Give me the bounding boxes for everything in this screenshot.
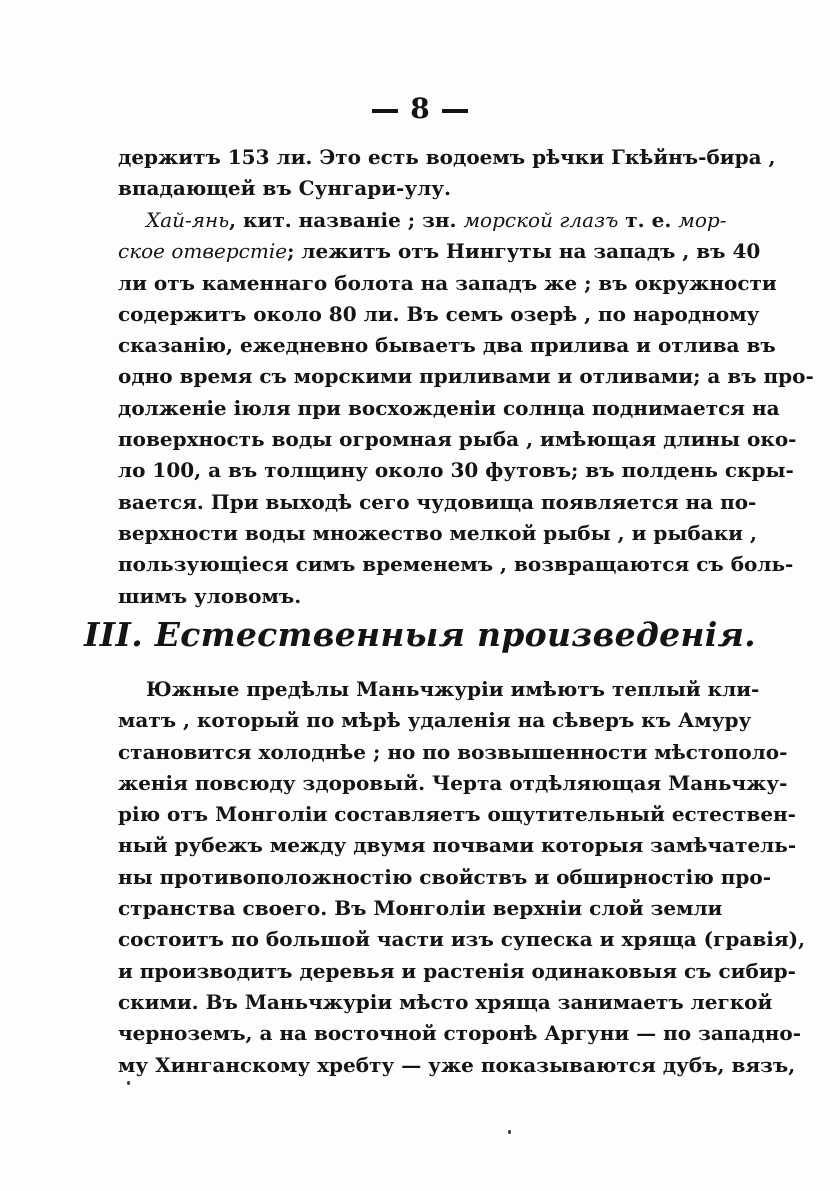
text-line: вается. При выходѣ сего чудовища появляется на по-: [118, 489, 757, 514]
text-line: матъ , который по мѣрѣ удаленія на сѣверъ къ Амуру: [118, 708, 752, 733]
text-line: женія повсюду здоровый. Черта отдѣляющая Маньчжу-: [118, 770, 788, 795]
print-speck: [127, 1081, 130, 1085]
section-heading: III. Естественныя произведенія.: [84, 615, 756, 654]
text-line: сказанію, ежедневно бываетъ два прилива и отлива въ: [118, 333, 776, 358]
text-line: поверхность воды огромная рыба , имѣющая длины око-: [118, 427, 797, 452]
page-number: 8: [410, 92, 430, 125]
text-line: впадающей въ Сунгари-улу.: [118, 176, 452, 201]
gloss-sea-eye: морской глазъ: [463, 208, 619, 232]
text-line: ны противоположностію свойствъ и обширностію про-: [118, 864, 771, 889]
text-line: становится холоднѣе ; но по возвышенности мѣстополо-: [118, 739, 788, 764]
text-line: скими. Въ Маньчжуріи мѣсто хряща занимаетъ легкой: [118, 989, 773, 1014]
paragraph-3: [118, 674, 806, 1081]
text-line: рію отъ Монголіи составляетъ ощутительный естествен-: [118, 802, 796, 827]
text-line: ло 100, а въ толщину около 30 футовъ; въ полдень скры-: [118, 458, 794, 483]
text-line: держитъ 153 ли. Это есть водоемъ рѣчки Гкѣйнъ-бира ,: [118, 145, 776, 169]
gloss-sea-opening: ское отверстіе: [118, 239, 288, 264]
text-line: шимъ уловомъ.: [118, 583, 302, 608]
text-line: Южные предѣлы Маньчжуріи имѣютъ теплый кли-: [146, 677, 760, 701]
text-line: и производитъ деревья и растенія одинаковыя съ сибир-: [118, 958, 796, 983]
text-line: ли отъ каменнаго болота на западъ же ; въ окружности: [118, 270, 777, 295]
paragraph-2: [118, 205, 814, 612]
text-line: ный рубежъ между двумя почвами которыя замѣчатель-: [118, 833, 797, 858]
text-line: состоитъ по большой части изъ супеска и хряща (гравія),: [118, 927, 806, 952]
text-line: верхности воды множество мелкой рыбы , и рыбаки ,: [118, 520, 757, 545]
print-speck: [508, 1130, 511, 1134]
text-line: долженіе іюля при восхожденіи солнца поднимается на: [118, 395, 780, 420]
text-line: пользующіеся симъ временемъ , возвращаются съ боль-: [118, 552, 794, 577]
text-line: ское отверстіе; лежитъ отъ Нингуты на западъ , въ 40: [118, 239, 761, 264]
text-line: содержитъ около 80 ли. Въ семъ озерѣ , по народному: [118, 301, 760, 326]
left-dash: [372, 109, 398, 113]
paragraph-1: [118, 142, 776, 205]
text-line: одно время съ морскими приливами и отливами; а въ про-: [118, 364, 814, 389]
right-dash: [442, 109, 468, 113]
text-line: му Хинганскому хребту — уже показываются дубъ, вязъ,: [118, 1052, 796, 1077]
text-line: странства своего. Въ Монголіи верхніи слой земли: [118, 896, 723, 921]
text-line: черноземъ, а на восточной сторонѣ Аргуни — по западно-: [118, 1021, 801, 1046]
text-line: Хай-янь, кит. названіе ; зн. морской глазъ т. е. мор-: [146, 208, 727, 232]
term-hai-yan: Хай-янь: [146, 208, 230, 232]
page-number-header: [0, 92, 840, 125]
